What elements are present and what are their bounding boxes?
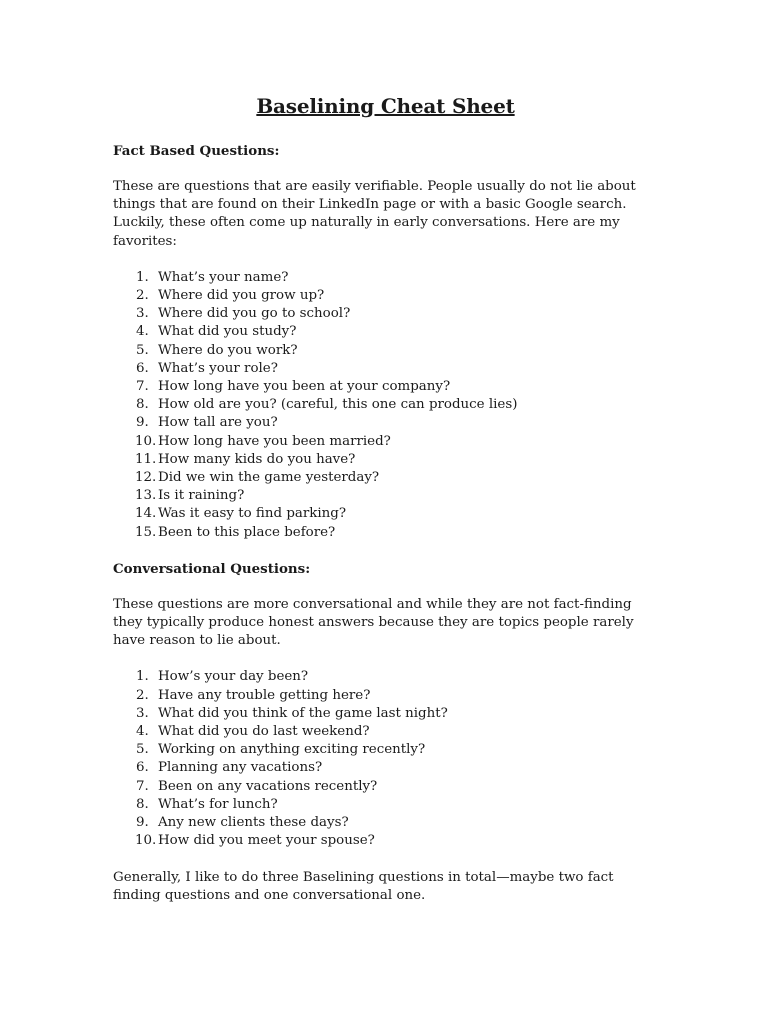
- list-item-text: What did you do last weekend?: [158, 724, 370, 740]
- list-item: [113, 687, 658, 705]
- list-item-number: 4.: [136, 724, 149, 740]
- conversational-section-intro: These questions are more conversational and while they are not fact-finding they typically produce honest answers because they are topics people rarely have reason to lie about.: [113, 596, 634, 649]
- list-item: [113, 505, 658, 523]
- list-item-text: Been on any vacations recently?: [158, 778, 378, 794]
- list-item: [113, 796, 658, 814]
- list-item: [113, 759, 658, 777]
- list-item: [113, 287, 658, 305]
- conversational-questions-list: [113, 668, 658, 850]
- list-item-text: Any new clients these days?: [158, 815, 349, 831]
- list-item-number: 14.: [135, 506, 157, 522]
- list-item: [113, 668, 658, 686]
- list-item-number: 2.: [136, 288, 149, 304]
- list-item-number: 10.: [135, 433, 157, 449]
- list-item-text: Did we win the game yesterday?: [158, 470, 380, 486]
- list-item-number: 5.: [136, 742, 149, 758]
- list-item-text: Was it easy to find parking?: [158, 506, 347, 522]
- list-item-text: What’s your name?: [158, 269, 289, 285]
- list-item: [113, 360, 658, 378]
- list-item-number: 4.: [136, 324, 149, 340]
- list-item-number: 9.: [136, 815, 149, 831]
- list-item: [113, 469, 658, 487]
- list-item-text: How did you meet your spouse?: [158, 833, 375, 849]
- list-item-text: How long have you been at your company?: [158, 379, 451, 395]
- conversational-section-heading: Conversational Questions:: [113, 560, 311, 577]
- list-item-text: Have any trouble getting here?: [158, 687, 371, 703]
- list-item-number: 2.: [136, 687, 149, 703]
- list-item-text: Where did you go to school?: [158, 306, 351, 322]
- list-item-number: 1.: [136, 269, 149, 285]
- list-item-text: How long have you been married?: [158, 433, 391, 449]
- list-item: [113, 741, 658, 759]
- list-item-text: Where do you work?: [158, 342, 298, 358]
- fact-questions-list: [113, 269, 658, 542]
- list-item-text: What did you study?: [158, 324, 297, 340]
- list-item: [113, 778, 658, 796]
- list-item-text: What did you think of the game last night?: [158, 705, 448, 721]
- list-item: [113, 451, 658, 469]
- list-item-text: How many kids do you have?: [158, 451, 356, 467]
- list-item-text: Planning any vacations?: [158, 760, 323, 776]
- page-title: Baselining Cheat Sheet: [256, 94, 515, 118]
- list-item: [113, 433, 658, 451]
- list-item-number: 9.: [136, 415, 149, 431]
- closing-paragraph: Generally, I like to do three Baselining questions in total—maybe two fact finding questions and one conversational one.: [113, 869, 614, 903]
- list-item: [113, 832, 658, 850]
- list-item: [113, 396, 658, 414]
- list-item-number: 7.: [136, 379, 149, 395]
- list-item: [113, 378, 658, 396]
- list-item-number: 10.: [135, 833, 157, 849]
- list-item: [113, 524, 658, 542]
- list-item: [113, 487, 658, 505]
- list-item-text: Is it raining?: [158, 488, 245, 504]
- fact-section-heading: Fact Based Questions:: [113, 143, 280, 159]
- list-item-number: 6.: [136, 760, 149, 776]
- list-item: [113, 705, 658, 723]
- list-item-text: How’s your day been?: [158, 669, 309, 685]
- list-item: [113, 342, 658, 360]
- list-item-text: Been to this place before?: [158, 524, 336, 540]
- list-item-number: 8.: [136, 397, 149, 413]
- list-item-text: How old are you? (careful, this one can produce lies): [158, 397, 518, 413]
- list-item-number: 3.: [136, 306, 149, 322]
- list-item-text: What’s for lunch?: [158, 796, 278, 812]
- fact-section-intro: These are questions that are easily verifiable. People usually do not lie about things that are found on their LinkedIn page or with a basic Google search. Luckily, these often come up naturally in early conversations. Here are my favorites:: [113, 179, 636, 249]
- document-page: [113, 92, 658, 923]
- list-item-number: 1.: [136, 669, 149, 685]
- list-item: [113, 305, 658, 323]
- list-item-number: 5.: [136, 342, 149, 358]
- list-item: [113, 723, 658, 741]
- list-item: [113, 414, 658, 432]
- list-item-number: 12.: [135, 470, 157, 486]
- list-item-text: How tall are you?: [158, 415, 278, 431]
- list-item-number: 13.: [135, 488, 157, 504]
- list-item-text: What’s your role?: [158, 360, 278, 376]
- list-item: [113, 323, 658, 341]
- list-item-number: 8.: [136, 796, 149, 812]
- list-item: [113, 814, 658, 832]
- list-item-text: Where did you grow up?: [158, 288, 325, 304]
- list-item-number: 15.: [135, 524, 157, 540]
- list-item-text: Working on anything exciting recently?: [158, 742, 426, 758]
- list-item-number: 6.: [136, 360, 149, 376]
- list-item-number: 3.: [136, 705, 149, 721]
- list-item-number: 7.: [136, 778, 149, 794]
- list-item-number: 11.: [135, 451, 157, 467]
- list-item: [113, 269, 658, 287]
